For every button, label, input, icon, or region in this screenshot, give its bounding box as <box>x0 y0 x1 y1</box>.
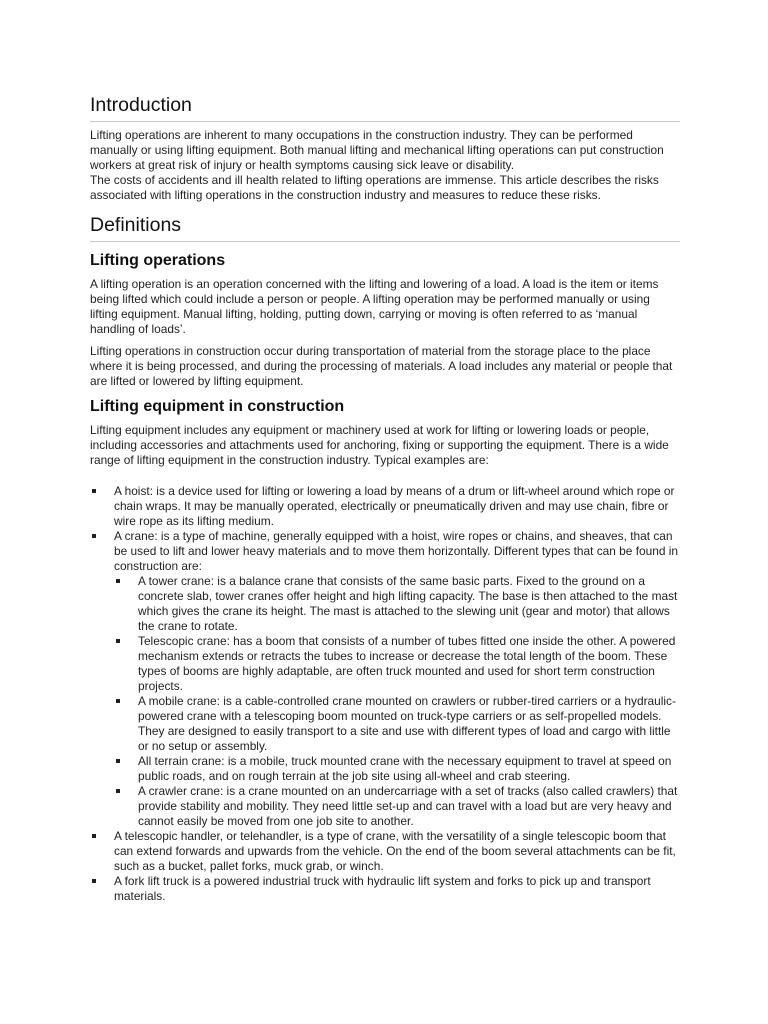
square-bullet-icon <box>116 579 120 583</box>
lifting-operations-heading: Lifting operations <box>90 252 226 269</box>
introduction-paragraph-1: Lifting operations are inherent to many occupations in the construction industry. They can be performed manually or using lifting equipment. Both manual lifting and mechanical lifting operations can put construction workers at great risk of injury or health symptoms causing sick leave or disability. <box>90 128 664 172</box>
list-item-crawler-crane <box>114 784 680 829</box>
square-bullet-icon <box>116 699 120 703</box>
introduction-paragraph-2: The costs of accidents and ill health related to lifting operations are immense. This article describes the risks associated with lifting operations in the construction industry and measures to reduce these risks. <box>90 173 659 202</box>
list-item-telescopic-crane <box>114 634 680 694</box>
square-bullet-icon <box>92 879 96 883</box>
list-item-telehandler <box>90 829 680 874</box>
list-item-text: All terrain crane: is a mobile, truck mounted crane with the necessary equipment to travel at speed on public roads, and on rough terrain at the job site using all-wheel and crab steering. <box>138 754 672 783</box>
list-item-text: A crane: is a type of machine, generally equipped with a hoist, wire ropes or chains, and sheaves, that can be used to lift and lower heavy materials and to move them horizontally. Different types that can be found in construction are: <box>114 529 679 573</box>
list-item-mobile-crane <box>114 694 680 754</box>
square-bullet-icon <box>116 789 120 793</box>
list-item-text: Telescopic crane: has a boom that consists of a number of tubes fitted one inside the other. A powered mechanism extends or retracts the tubes to increase or decrease the total length of the boom. These types of booms are highly adaptable, are often truck mounted and used for short term construction projects. <box>138 634 676 693</box>
list-item-text: A hoist: is a device used for lifting or lowering a load by means of a drum or lift-wheel around which rope or chain wraps. It may be manually operated, electrically or pneumatically driven and may use chain, fibre or wire rope as its lifting medium. <box>114 484 675 528</box>
list-item-text: A tower crane: is a balance crane that consists of the same basic parts. Fixed to the ground on a concrete slab, tower cranes offer height and high lifting capacity. The base is then attached to the mast which gives the crane its height. The mast is attached to the slewing unit (gear and motor) that allows the crane to rotate. <box>138 574 678 633</box>
crane-types-list <box>114 574 680 829</box>
square-bullet-icon <box>116 639 120 643</box>
definitions-heading: Definitions <box>90 213 680 242</box>
lifting-equipment-heading: Lifting equipment in construction <box>90 398 345 415</box>
list-item-hoist <box>90 484 680 529</box>
square-bullet-icon <box>92 834 96 838</box>
square-bullet-icon <box>116 759 120 763</box>
introduction-heading: Introduction <box>90 0 680 122</box>
list-item-text: A mobile crane: is a cable-controlled crane mounted on crawlers or rubber-tired carriers or a hydraulic-powered crane with a telescoping boom mounted on truck-type carriers or as self-propelled models. They are designed to easily transport to a site and use with different types of load and cargo with little or no setup or assembly. <box>138 694 676 753</box>
square-bullet-icon <box>92 534 96 538</box>
lifting-operations-paragraph-2: Lifting operations in construction occur during transportation of material from the storage place to the place where it is being processed, and during the processing of materials. A load includes any material or people that are lifted or lowered by lifting equipment. <box>90 344 673 388</box>
list-item-crane <box>90 529 680 829</box>
list-item-tower-crane <box>114 574 680 634</box>
list-item-fork-lift-truck <box>90 874 680 904</box>
list-item-text: A fork lift truck is a powered industrial truck with hydraulic lift system and forks to pick up and transport materials. <box>114 874 651 903</box>
lifting-equipment-paragraph: Lifting equipment includes any equipment or machinery used at work for lifting or lowering loads or people, including accessories and attachments used for anchoring, fixing or supporting the equipment. There is a wide range of lifting equipment in the construction industry. Typical examples are: <box>90 423 669 467</box>
list-item-text: A telescopic handler, or telehandler, is a type of crane, with the versatility of a single telescopic boom that can extend forwards and upwards from the vehicle. On the end of the boom several attachments can be fit, such as a bucket, pallet forks, muck grab, or winch. <box>114 829 676 873</box>
lifting-operations-paragraph-1: A lifting operation is an operation concerned with the lifting and lowering of a load. A load is the item or items being lifted which could include a person or people. A lifting operation may be performed manually or using lifting equipment. Manual lifting, holding, putting down, carrying or moving is often referred to as ‘manual handling of loads’. <box>90 277 659 336</box>
list-item-all-terrain-crane <box>114 754 680 784</box>
square-bullet-icon <box>92 489 96 493</box>
lifting-equipment-list <box>90 484 680 904</box>
list-item-text: A crawler crane: is a crane mounted on an undercarriage with a set of tracks (also called crawlers) that provide stability and mobility. They need little set-up and can travel with a load but are very heavy and cannot easily be moved from one job site to another. <box>138 784 678 828</box>
